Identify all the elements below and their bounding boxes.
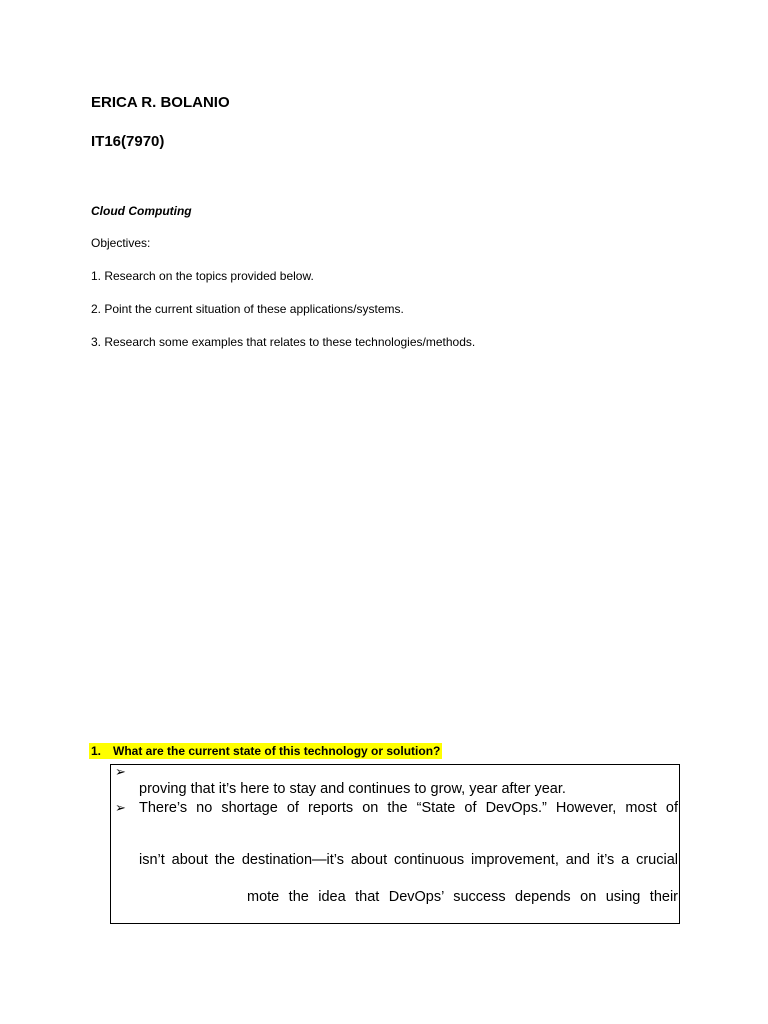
answer-line: isn’t about the destination—it’s about continuous improvement, and it’s a crucial bbox=[139, 852, 678, 868]
objective-item: 2. Point the current situation of these applications/systems. bbox=[91, 302, 404, 316]
objectives-heading: Objectives: bbox=[91, 236, 151, 250]
answer-line: proving that it’s here to stay and continues to grow, year after year. bbox=[139, 781, 566, 797]
arrow-bullet-icon: ➢ bbox=[115, 764, 126, 779]
question-text: What are the current state of this technology or solution? bbox=[113, 744, 441, 758]
author-name: ERICA R. BOLANIO bbox=[91, 94, 230, 111]
course-code: IT16(7970) bbox=[91, 133, 165, 150]
subject-title: Cloud Computing bbox=[91, 204, 192, 218]
arrow-bullet-icon: ➢ bbox=[115, 800, 126, 815]
objective-item: 1. Research on the topics provided below. bbox=[91, 269, 314, 283]
question-heading bbox=[89, 743, 442, 759]
objective-item: 3. Research some examples that relates to these technologies/methods. bbox=[91, 335, 476, 349]
question-number: 1. bbox=[91, 744, 102, 758]
answer-line: mote the idea that DevOps’ success depends on using their bbox=[247, 889, 678, 905]
answer-line: There’s no shortage of reports on the “State of DevOps.” However, most of bbox=[139, 800, 678, 816]
